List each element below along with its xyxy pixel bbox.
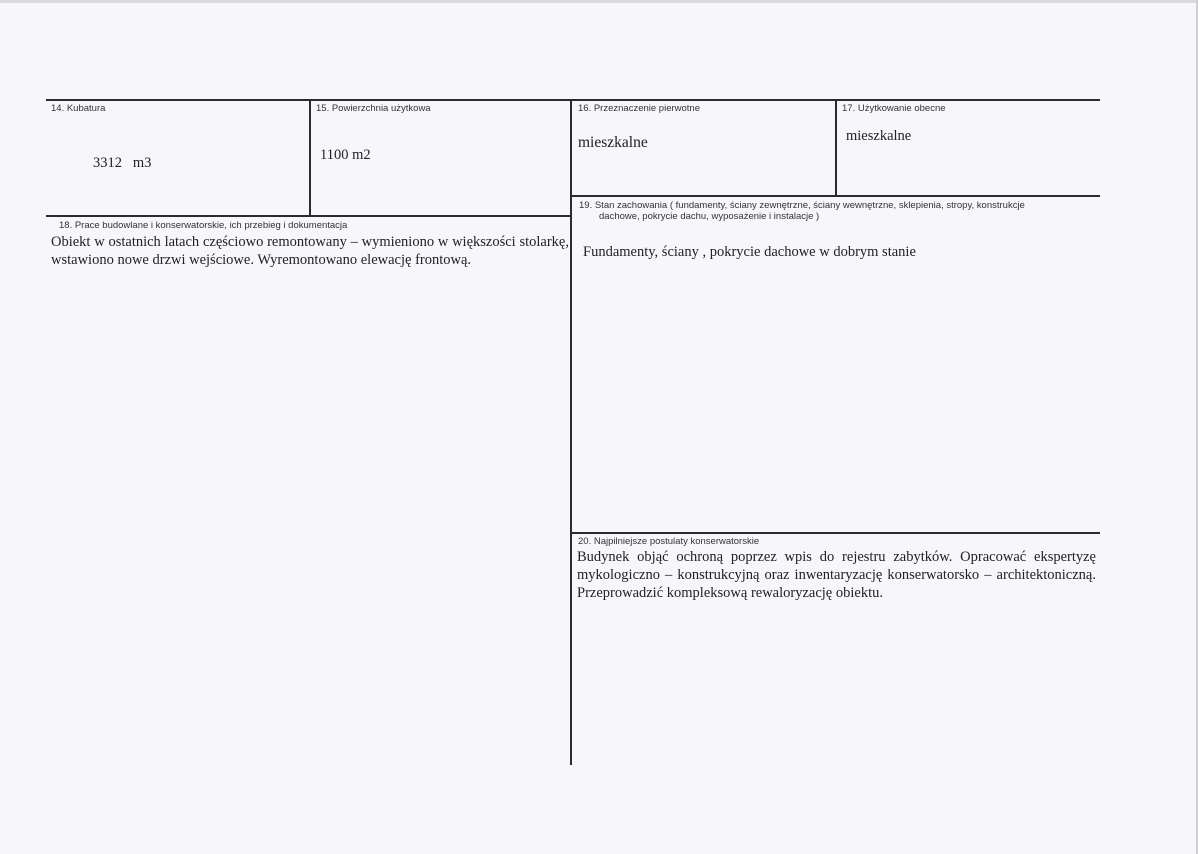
- field-15-value: 1100 m2: [320, 147, 371, 163]
- field-18-label: 18. Prace budowlane i konserwatorskie, ich przebieg i dokumentacja: [59, 220, 348, 231]
- field-15-label: 15. Powierzchnia użytkowa: [316, 103, 431, 114]
- grid-line-top: [46, 99, 1100, 101]
- grid-line-19-top: [571, 195, 1100, 197]
- field-18-value: Obiekt w ostatnich latach częściowo remontowany – wymieniono w większości stolarkę, wstawiono nowe drzwi wejściowe. Wyremontowano elewację frontową.: [51, 234, 569, 268]
- grid-line-v-14-15: [309, 99, 311, 217]
- field-19-label-line2: dachowe, pokrycie dachu, wyposażenie i instalacje ): [599, 211, 820, 222]
- grid-line-20-top: [571, 532, 1100, 534]
- field-19-label-line1: 19. Stan zachowania ( fundamenty, ściany zewnętrzne, ściany wewnętrzne, sklepienia, stropy, konstrukcje: [579, 200, 1025, 211]
- field-16-label: 16. Przeznaczenie pierwotne: [578, 103, 700, 114]
- field-20-value: Budynek objąć ochroną poprzez wpis do rejestru zabytków. Opracować ekspertyzę mykologiczno – konstrukcyjną oraz inwentaryzację konserwatorsko – architektoniczną. Przeprowadzić kompleksową rewaloryzację obiektu.: [577, 549, 1096, 601]
- field-14-value: 3312 m3: [93, 155, 152, 171]
- field-17-value: mieszkalne: [846, 128, 912, 144]
- grid-line-18-top: [46, 215, 572, 217]
- scan-edge-top: [0, 0, 1198, 3]
- field-20-label: 20. Najpilniejsze postulaty konserwatorskie: [578, 536, 760, 547]
- field-17-label: 17. Użytkowanie obecne: [842, 103, 946, 114]
- grid-line-v-16-17: [835, 99, 837, 197]
- field-16-value: mieszkalne: [578, 134, 648, 151]
- field-19-value: Fundamenty, ściany , pokrycie dachowe w dobrym stanie: [583, 244, 916, 260]
- field-14-label: 14. Kubatura: [51, 103, 106, 114]
- grid-line-v-center: [570, 99, 572, 765]
